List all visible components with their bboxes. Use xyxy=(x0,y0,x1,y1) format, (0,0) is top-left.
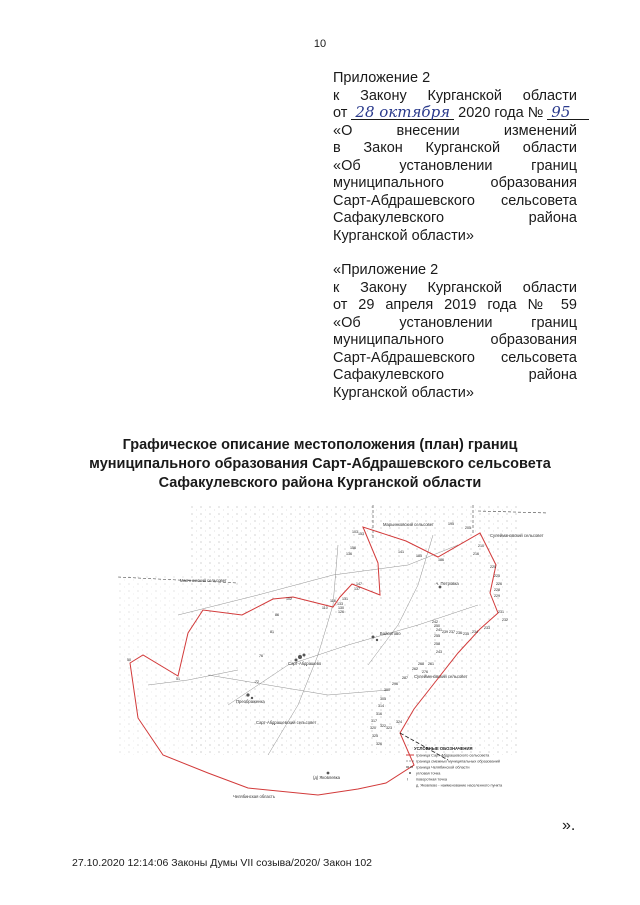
amending-line: Сафакулевского района xyxy=(333,210,577,226)
point-label: 226 xyxy=(496,582,502,586)
amending-line: Курганской области» xyxy=(333,227,474,244)
appendix-title: Приложение 2 xyxy=(333,70,431,86)
point-label: 102 xyxy=(286,597,292,601)
heading-line: Сафакулевского района Курганской области xyxy=(158,475,482,491)
point-label: 130 xyxy=(338,606,344,610)
legend-swatch: Ⅰ xyxy=(407,777,409,782)
label-baitabaevo: Байситово xyxy=(380,631,401,636)
amending-line: «О внесении изменений xyxy=(333,122,577,139)
point-label: 242 xyxy=(432,620,438,624)
point-label: 322 xyxy=(380,724,386,728)
original-line: «Об установлении границ xyxy=(333,314,577,331)
heading-line: Графическое описание местоположения (план) границ xyxy=(122,437,518,453)
date-suffix: 2020 года № xyxy=(458,105,544,121)
point-label: 228 xyxy=(494,588,500,592)
legend-item: граница Сарт-Абдрашевского сельсовета xyxy=(416,753,490,758)
footer-stamp: 27.10.2020 12:14:06 Законы Думы VII созыва/2020/ Закон 102 xyxy=(72,857,372,869)
appendix-header-original xyxy=(333,262,577,402)
point-label: 323 xyxy=(386,726,392,730)
point-label: 231 xyxy=(498,610,504,614)
point-label: 186 xyxy=(438,558,444,562)
point-label: 300 xyxy=(384,688,390,692)
boundary-map xyxy=(118,505,548,800)
amending-line: Сарт-Абдрашевского сельсовета xyxy=(333,192,577,209)
terrain-texture xyxy=(118,575,208,755)
original-line: «Приложение 2 xyxy=(333,262,439,278)
point-label: 136 xyxy=(346,552,352,556)
date-prefix: от xyxy=(333,105,348,121)
amending-line: муниципального образования xyxy=(333,175,577,191)
original-line: Сафакулевского района xyxy=(333,367,577,383)
point-label: 261 xyxy=(428,662,434,666)
point-label: 205 xyxy=(465,526,471,530)
point-label: 210 xyxy=(478,544,484,548)
point-label: 234 xyxy=(472,630,478,634)
legend-item: граница Челябинской области xyxy=(416,765,470,770)
legend-title: УСЛОВНЫЕ ОБОЗНАЧЕНИЯ xyxy=(414,746,473,751)
point-label: 131 xyxy=(342,597,348,601)
original-line: от 29 апреля 2019 года № 59 xyxy=(333,297,577,313)
heading-line: муниципального образования Сарт-Абдрашевского сельсовета xyxy=(89,456,551,472)
label-sulejmanovo-east: Сулейменовский сельсовет xyxy=(414,674,468,679)
label-marinskoe: Марьинковский сельсовет xyxy=(383,522,434,527)
page-number: 10 xyxy=(313,38,327,50)
point-label: 255 xyxy=(434,634,440,638)
point-label: 258 xyxy=(434,642,440,646)
point-label: 50 xyxy=(127,658,131,662)
point-label: 185 xyxy=(416,554,422,558)
point-label: 243 xyxy=(436,650,442,654)
closing-quote: ». xyxy=(562,817,576,834)
original-line: Курганской области» xyxy=(333,384,474,401)
label-sulejmanovo-north: Сулеймановский сельсовет xyxy=(490,533,544,538)
terrain-texture xyxy=(188,505,518,755)
point-label: 236 xyxy=(456,631,462,635)
point-label: 51 xyxy=(176,677,180,681)
point-label: 225 xyxy=(494,574,500,578)
point-label: 86 xyxy=(275,613,279,617)
point-label: 325 xyxy=(372,734,378,738)
point-label: 250 xyxy=(434,624,440,628)
original-line: к Закону Курганской области xyxy=(333,279,577,296)
document-heading xyxy=(60,436,580,493)
point-label: 241 xyxy=(436,628,442,632)
point-label: 320 xyxy=(370,726,376,730)
point-label: 220 xyxy=(490,565,496,569)
point-label: 287 xyxy=(402,676,408,680)
original-line: Сарт-Абдрашевского сельсовета xyxy=(333,349,577,366)
label-petrovka: ч. Петровка xyxy=(436,581,459,586)
point-label: 118 xyxy=(330,599,336,603)
label-yakovlevo: (д) Яковлевка xyxy=(313,775,341,780)
point-label: 76 xyxy=(259,654,263,658)
point-label: 110 xyxy=(322,606,328,610)
point-label: 316 xyxy=(376,712,382,716)
handwritten-law-number: 95 xyxy=(547,105,589,120)
label-preobrazhenka: Преображенка xyxy=(236,699,265,704)
point-label: 81 xyxy=(270,630,274,634)
point-label: 239 xyxy=(442,630,448,634)
label-mayachnoe: Маячненский сельсовет xyxy=(180,578,227,583)
legend-item: д. Яковлево - наименование населенного пункта xyxy=(416,783,503,788)
point-label: 314 xyxy=(378,704,384,708)
label-sart-abdrashevo-village: Сарт-Абдрашево xyxy=(288,661,322,666)
amending-line: «Об установлении границ xyxy=(333,157,577,174)
point-label: 133 xyxy=(337,602,343,606)
handwritten-date: 28 октября xyxy=(351,105,454,120)
point-label: 237 xyxy=(449,630,455,634)
appendix-header-amending xyxy=(333,70,577,245)
point-label: 262 xyxy=(412,667,418,671)
amending-line: в Закон Курганской области xyxy=(333,140,577,156)
point-label: 141 xyxy=(398,550,404,554)
point-label: 317 xyxy=(371,719,377,723)
label-sart-abdrashevo-council: Сарт-Абдрашевский сельсовет xyxy=(256,720,317,725)
point-label: 147 xyxy=(356,582,362,586)
legend-item: угловая точка xyxy=(416,771,441,776)
point-label: 137 xyxy=(354,587,360,591)
point-label: 326 xyxy=(376,742,382,746)
point-label: 153 xyxy=(358,532,364,536)
legend-item: поворотная точка xyxy=(416,777,448,782)
point-label: 126 xyxy=(338,610,344,614)
legend-swatch xyxy=(409,772,411,774)
point-label: 305 xyxy=(380,697,386,701)
point-label: 232 xyxy=(502,618,508,622)
legend-item: граница смежных муниципальных образований xyxy=(416,759,500,764)
point-label: 296 xyxy=(392,682,398,686)
point-label: 235 xyxy=(463,632,469,636)
point-label: 216 xyxy=(473,552,479,556)
appendix-to-law: к Закону Курганской области xyxy=(333,87,577,104)
point-label: 156 xyxy=(350,546,356,550)
point-label: 195 xyxy=(448,522,454,526)
appendix-date-line xyxy=(333,105,577,123)
point-label: 324 xyxy=(396,720,402,724)
original-line: муниципального образования xyxy=(333,332,577,348)
point-label: 233 xyxy=(484,626,490,630)
point-label: 276 xyxy=(422,670,428,674)
point-label: 103 xyxy=(352,530,358,534)
label-chelyabinsk: Челябинская область xyxy=(233,794,276,799)
point-label: 268 xyxy=(418,662,424,666)
point-label: 72 xyxy=(255,680,259,684)
point-label: 229 xyxy=(494,594,500,598)
